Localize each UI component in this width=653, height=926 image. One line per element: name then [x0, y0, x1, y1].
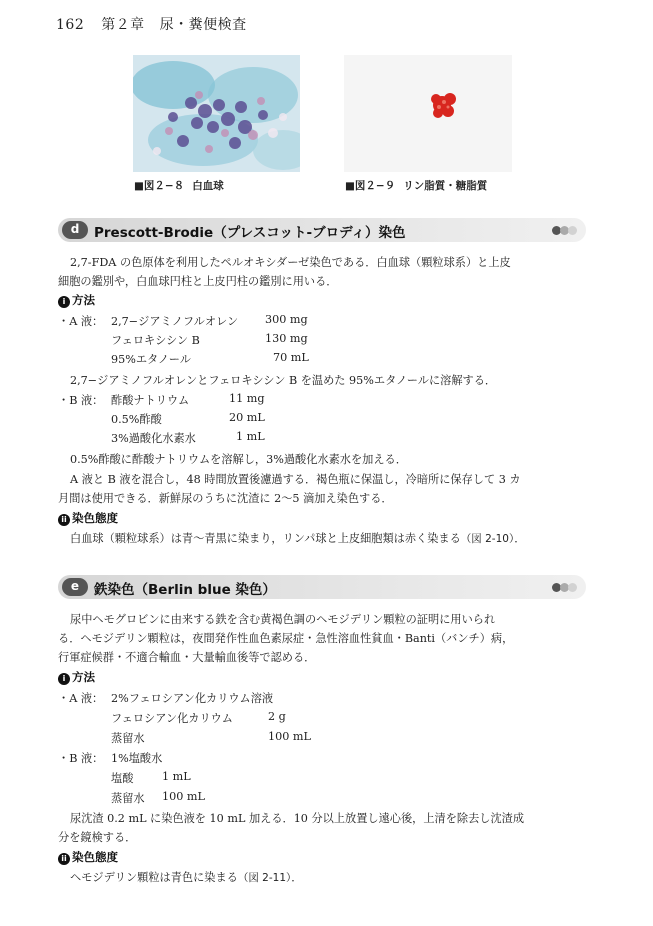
figure-reference: （図 2-10） [460, 533, 515, 545]
roman-numeral-icon: ii [58, 514, 70, 526]
heading-label: 染色態度 [72, 850, 118, 864]
paragraph-line: 尿沈渣 0.2 mL に染色液を 10 mL 加える．10 分以上放置し遠心後，上清を除去し沈渣成 [70, 812, 525, 825]
figure-title: 白血球 [192, 180, 224, 192]
reagent-amount: 130 mg [265, 332, 308, 345]
reagent-name: 蒸留水 [111, 792, 145, 805]
figure-2-8-image [133, 55, 300, 172]
reagent-note: 0.5%酢酸に酢酸ナトリウムを溶解し，3%過酸化水素水を加える． [70, 453, 407, 466]
paragraph-line: 行軍症候群・不適合輸血・大量輸血後等で認める． [58, 651, 316, 664]
reagent-name: 2,7−ジアミノフルオレン [111, 315, 239, 328]
running-head [56, 14, 247, 34]
staining-description [70, 530, 525, 546]
paragraph-line: る．ヘモジデリン顆粒は，夜間発作性血色素尿症・急性溶血性貧血・Banti（バンチ）病， [58, 632, 514, 645]
figure-label: ■図２−８ [134, 180, 185, 192]
reagent-name: フェロキシシン B [111, 334, 200, 347]
figure-2-9-image [344, 55, 512, 172]
paragraph-line: 分を鏡検する． [58, 831, 137, 844]
roman-numeral-icon: i [58, 673, 70, 685]
figure-title: リン脂質・糖脂質 [403, 180, 488, 192]
section-dots-icon [552, 226, 578, 235]
reagent-head: 1%塩酸水 [111, 752, 163, 765]
section-e-header [58, 575, 586, 599]
section-badge: d [62, 221, 88, 239]
staining-description [70, 869, 302, 885]
reagent-name: 95%エタノール [111, 353, 191, 366]
paragraph-line: A 液と B 液を混合し，48 時間放置後濾過する．褐色瓶に保温し，冷暗所に保存して 3 カ [70, 473, 521, 486]
reagent-label: ・B 液： [58, 394, 104, 407]
staining-text: 白血球（顆粒球系）は青〜青黒に染まり，リンパ球と上皮細胞類は赤く染まる [70, 532, 461, 545]
reagent-head: 2%フェロシアン化カリウム溶液 [111, 692, 274, 705]
paragraph-line: 細胞の鑑別や，白血球円柱と上皮円柱の鑑別に用いる． [58, 275, 338, 288]
punctuation: ． [291, 871, 303, 884]
method-heading [58, 669, 95, 685]
figure-reference: （図 2-11） [237, 872, 292, 884]
reagent-label: ・A 液： [58, 315, 104, 328]
reagent-amount: 11 mg [229, 392, 265, 405]
chapter-number: 第２章 [101, 17, 145, 33]
reagent-name: 塩酸 [111, 772, 134, 785]
section-d-header [58, 218, 586, 242]
reagent-amount: 20 mL [229, 411, 265, 424]
figure-2-9-caption [345, 178, 487, 193]
reagent-amount: 70 mL [273, 351, 309, 364]
reagent-name: 酢酸ナトリウム [111, 394, 190, 407]
reagent-name: 蒸留水 [111, 732, 145, 745]
reagent-amount: 300 mg [265, 313, 308, 326]
staining-text: ヘモジデリン顆粒は青色に染まる [70, 871, 238, 884]
paragraph-line: 月間は使用できる．新鮮尿のうちに沈渣に 2〜5 滴加え染色する． [58, 492, 393, 505]
paragraph-line: 尿中ヘモグロビンに由来する鉄を含む黄褐色調のヘモジデリン顆粒の証明に用いられ [70, 613, 496, 626]
section-badge: e [62, 578, 88, 596]
reagent-amount: 1 mL [162, 770, 191, 783]
page-number: 162 [56, 17, 85, 33]
reagent-amount: 1 mL [236, 430, 265, 443]
heading-label: 方法 [72, 670, 95, 684]
section-title: 鉄染色（Berlin blue 染色） [94, 582, 276, 598]
figure-label: ■図２−９ [345, 180, 396, 192]
reagent-amount: 2 g [268, 710, 286, 723]
heading-label: 方法 [72, 293, 95, 307]
reagent-name: フェロシアン化カリウム [111, 712, 233, 725]
staining-heading [58, 510, 118, 526]
section-dots-icon [552, 583, 578, 592]
reagent-name: 3%過酸化水素水 [111, 432, 196, 445]
roman-numeral-icon: i [58, 296, 70, 308]
reagent-label: ・A 液： [58, 692, 104, 705]
reagent-label: ・B 液： [58, 752, 104, 765]
reagent-amount: 100 mL [162, 790, 205, 803]
punctuation: ． [514, 532, 526, 545]
roman-numeral-icon: ii [58, 853, 70, 865]
figure-2-8-caption [134, 178, 224, 193]
chapter-title: 尿・糞便検査 [159, 17, 247, 33]
heading-label: 染色態度 [72, 511, 118, 525]
staining-heading [58, 849, 118, 865]
reagent-amount: 100 mL [268, 730, 311, 743]
reagent-note: 2,7−ジアミノフルオレンとフェロキシシン B を温めた 95%エタノールに溶解する． [70, 374, 497, 387]
section-title: Prescott-Brodie（プレスコット-ブロディ）染色 [94, 225, 406, 241]
method-heading [58, 292, 95, 308]
reagent-name: 0.5%酢酸 [111, 413, 162, 426]
paragraph-line: 2,7-FDA の色原体を利用したペルオキシダーゼ染色である．白血球（顆粒球系）と上皮 [70, 256, 511, 269]
